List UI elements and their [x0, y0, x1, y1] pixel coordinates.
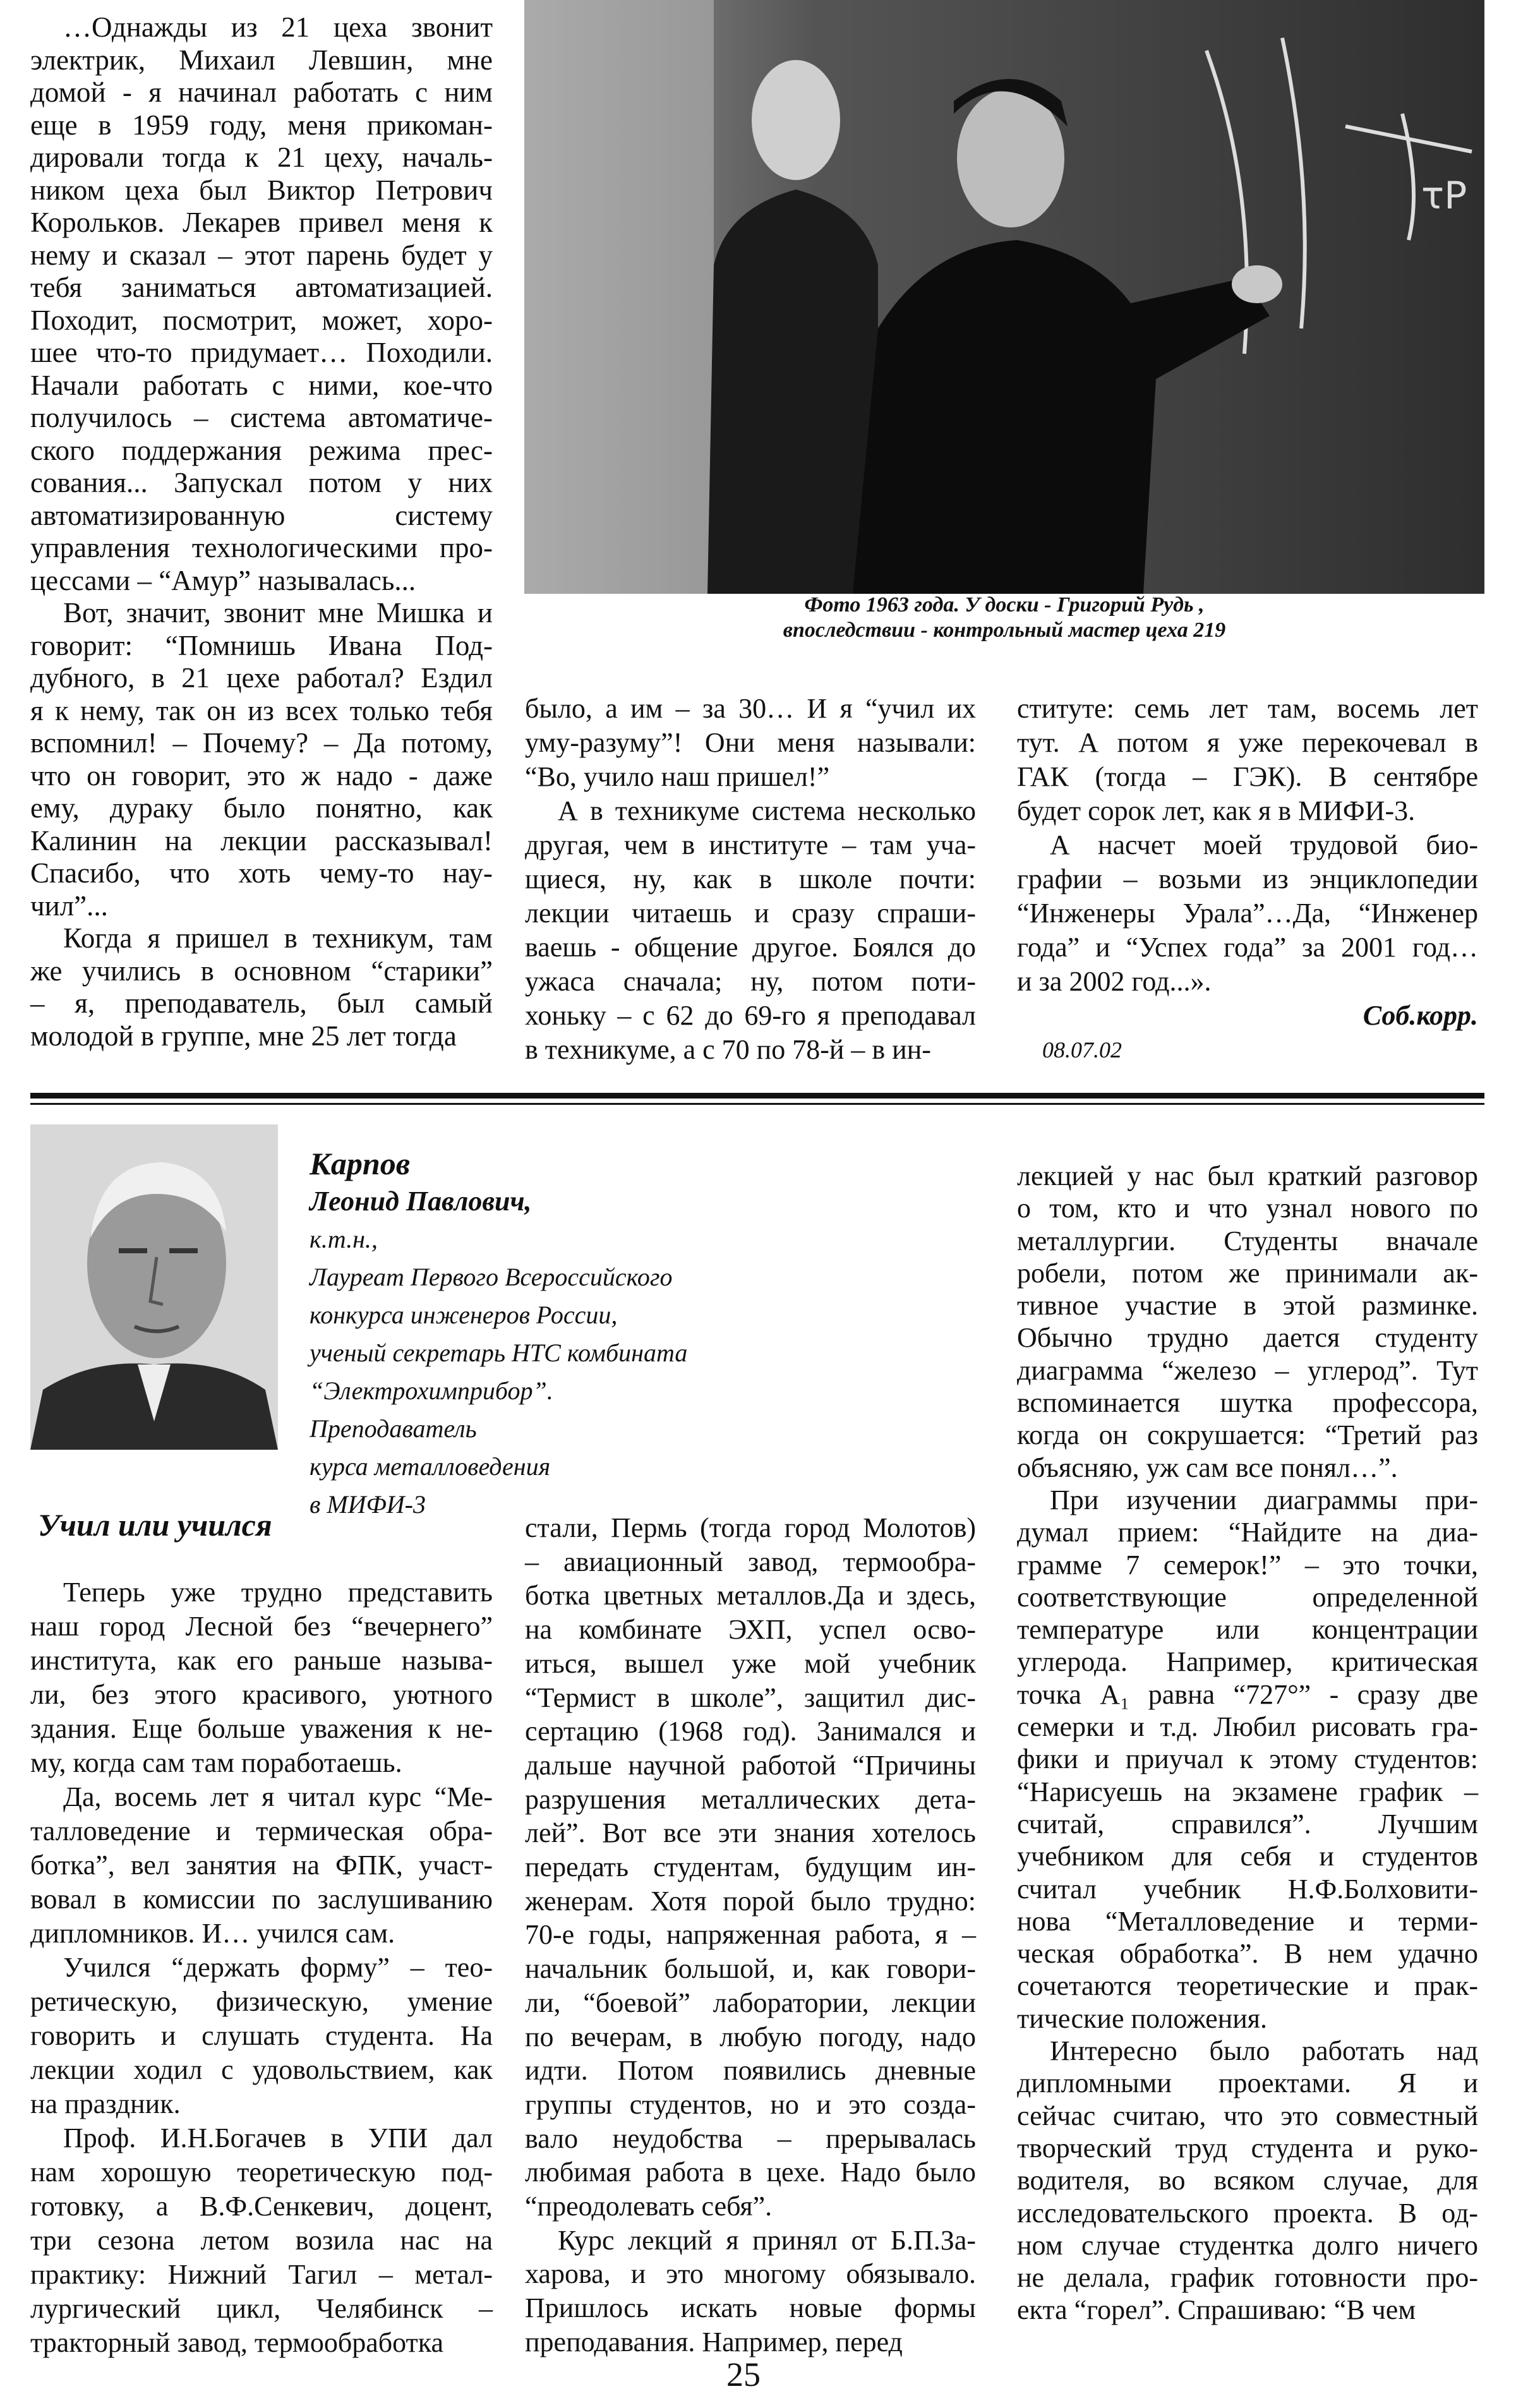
text-line: вспомнил! – Почему? – Да потому, — [30, 727, 493, 759]
text-line: сертацию (1968 год). Занимался и — [525, 1716, 976, 1747]
text-line: ему, дураку было понятно, как — [30, 792, 493, 824]
top-left-column — [30, 11, 493, 1052]
text-line: в техникуме, а с 70 по 78-й – в ин- — [525, 1034, 931, 1065]
text-line: нам хорошую теоретическую под- — [30, 2157, 493, 2188]
text-line: три сезона летом возила нас на — [30, 2225, 493, 2256]
text-line: тебя заниматься автоматизацией. — [30, 272, 493, 303]
text-line: я к нему, так он из всех только тебя — [30, 694, 493, 726]
text-line: другая, чем в институте – там уча- — [525, 829, 976, 860]
text-line: ГАК (тогда – ГЭК). В сентябре — [1017, 761, 1478, 792]
text-line: молодой в группе, мне 25 лет тогда — [30, 1020, 457, 1052]
text-line: Спасибо, что хоть чему-то нау- — [30, 857, 493, 889]
text-line: женерам. Хотя порой было трудно: — [525, 1885, 976, 1917]
text-line: ретическую, физическую, умение — [30, 1986, 493, 2017]
text-line: …Однажды из 21 цеха звонит — [63, 11, 493, 43]
text-line: было, а им – за 30… И я “учил их — [525, 693, 976, 724]
text-line: наш город Лесной без “вечернего” — [30, 1611, 493, 1642]
text-line: не делала, график готовности про- — [1017, 2262, 1478, 2294]
text-line: дипломными проектами. Я и — [1017, 2068, 1478, 2099]
text-line: года” и “Успех года” за 2001 год… — [1017, 932, 1478, 963]
top-right-body — [1017, 692, 1478, 999]
section-divider-thin — [30, 1103, 1484, 1105]
text-line: объясняю, уж сам все понял…”. — [1017, 1452, 1398, 1483]
text-line: вало неудобства – прерывалась — [525, 2122, 976, 2154]
text-line: Начали работать с ними, кое-что — [30, 369, 493, 401]
text-line: ужаса сначала; ну, потом поти- — [525, 966, 976, 997]
text-line: углерода. Например, критическая — [1017, 1646, 1478, 1678]
text-line: лекции ходил с удовольствием, как — [30, 2054, 493, 2085]
text-line: дальше научной работой “Причины — [525, 1749, 976, 1781]
text-line: считай, справился”. Лучшим — [1017, 1808, 1478, 1839]
text-line: ником цеха был Виктор Петрович — [30, 174, 493, 206]
text-line: автоматизированную систему — [30, 499, 493, 531]
text-line: ли, без этого красивого, уютного — [30, 1679, 493, 1710]
article-left-column — [30, 1575, 493, 2360]
photo-caption — [524, 593, 1484, 643]
bio-line: конкурса инженеров России, — [310, 1301, 618, 1329]
text-line: домой - я начинал работать с ним — [30, 76, 493, 108]
text-line: соответствующие определенной — [1017, 1581, 1478, 1613]
date: 08.07.02 — [1042, 1037, 1122, 1063]
bio-line: в МИФИ-3 — [310, 1490, 426, 1519]
text-line: электрик, Михаил Левшин, мне — [30, 44, 493, 76]
author-portrait — [30, 1124, 278, 1450]
text-line: сования... Запускал потом у них — [30, 467, 493, 498]
text-line: вовал в комиссии по заслушиванию — [30, 1884, 493, 1915]
author-surname: Карпов — [310, 1146, 411, 1181]
text-line: “Во, учило наш пришел!” — [525, 761, 830, 792]
text-line: группы студентов, но и это созда- — [525, 2088, 976, 2120]
text-line: Обычно трудно дается студенту — [1017, 1322, 1478, 1354]
text-line: дубного, в 21 цехе работал? Ездил — [30, 662, 493, 694]
article-title: Учил или учился — [38, 1507, 272, 1543]
text-line: Походит, посмотрит, может, хоро- — [30, 304, 493, 336]
text-line: на комбинате ЭХП, успел осво- — [525, 1614, 976, 1646]
author-given-names: Леонид Павлович, — [310, 1186, 532, 1217]
text-line: – я, преподаватель, был самый — [30, 987, 493, 1019]
bio-line: Лауреат Первого Всероссийского — [310, 1263, 673, 1291]
text-line: говорит: “Помнишь Ивана Под- — [30, 629, 493, 661]
text-line: и за 2002 год...». — [1017, 966, 1212, 997]
text-line: преподавания. Например, перед — [525, 2326, 903, 2357]
text-line: еще в 1959 году, меня прикоман- — [30, 109, 493, 141]
text-line: Проф. И.Н.Богачев в УПИ дал — [63, 2122, 493, 2153]
text-line: сочетаются теоретические и прак- — [1017, 1970, 1478, 2002]
text-line: шее что-то придумает… Походили. — [30, 337, 493, 368]
text-line: идти. Потом появились дневные — [525, 2055, 976, 2086]
text-line: тракторный завод, термообработка — [30, 2327, 444, 2358]
text-line: хоньку – с 62 до 69-го я преподавал — [525, 1000, 976, 1031]
bio-line: Преподаватель — [310, 1414, 477, 1443]
text-line: нему и сказал – этот парень будет у — [30, 239, 493, 271]
caption-line: впоследствии - контрольный мастер цеха 219 — [783, 618, 1226, 642]
text-line: передать студентам, будущим ин- — [525, 1851, 976, 1883]
text-line: ботка”, вел занятия на ФПК, участ- — [30, 1850, 493, 1881]
text-line: харова, и это многому обязывало. — [525, 2258, 976, 2290]
text-line: же учились в основном “старики” — [30, 954, 493, 987]
text-line: здания. Еще больше уважения к не- — [30, 1713, 493, 1744]
top-middle-column — [525, 692, 976, 1067]
text-line: когда он сокрушается: “Третий раз — [1017, 1419, 1478, 1451]
bio-line: “Электрохимприбор”. — [310, 1376, 553, 1405]
text-line: получилось – система автоматиче- — [30, 402, 493, 433]
text-line: При изучении диаграммы при- — [1050, 1484, 1478, 1515]
text-line: любимая работа в цехе. Надо было — [525, 2157, 976, 2188]
text-line: Когда я пришел в техникум, там — [63, 922, 493, 954]
text-line: института, как его раньше называ- — [30, 1645, 493, 1676]
text-line: ческая обработка”. В нем удачно — [1017, 1938, 1478, 1970]
text-line: графии – возьми из энциклопедии — [1017, 864, 1478, 894]
text-line: семерки и т.д. Любил рисовать гра- — [1017, 1711, 1478, 1743]
caption-line: Фото 1963 года. У доски - Григорий Рудь , — [804, 593, 1205, 617]
text-line: по вечерам, в любую погоду, надо — [525, 2021, 976, 2052]
text-line: начальник большой, и, как говори- — [525, 1953, 976, 1985]
text-line: лекции читаешь и сразу спраши- — [525, 898, 976, 929]
text-line: Теперь уже трудно представить — [63, 1577, 493, 1608]
article-middle-column — [525, 1511, 976, 2359]
text-line: тут. А потом я уже перекочевал в — [1017, 727, 1478, 758]
text-line: дировали тогда к 21 цеху, началь- — [30, 141, 493, 173]
text-line: дипломников. И… учился сам. — [30, 1918, 395, 1949]
text-line: тические положения. — [1017, 2002, 1268, 2034]
text-line: ституте: семь лет там, восемь лет — [1017, 693, 1478, 724]
text-line: думал прием: “Найдите на диа- — [1017, 1517, 1478, 1548]
text-line: исследовательского проекта. В од- — [1017, 2197, 1478, 2229]
author-bio — [310, 1145, 764, 1524]
text-line: – авиационный завод, термообра- — [525, 1546, 976, 1577]
top-right-column — [1017, 692, 1478, 1067]
text-line: разрушения металлических дета- — [525, 1783, 976, 1815]
text-line: лекцией у нас был краткий разговор — [1017, 1160, 1478, 1191]
text-line: Учился “держать форму” – тео- — [63, 1952, 493, 1983]
text-line: “Инженеры Урала”…Да, “Инженер — [1017, 898, 1478, 929]
text-line: на праздник. — [30, 2088, 181, 2119]
text-line: практику: Нижний Тагил – метал- — [30, 2259, 493, 2290]
text-line: цессами – “Амур” называлась... — [30, 564, 416, 596]
article-right-column — [1017, 1160, 1478, 2327]
text-line: что он говорит, это ж надо - даже — [30, 759, 493, 792]
text-line: считал учебник Н.Ф.Болховити- — [1017, 1873, 1478, 1905]
text-line: Курс лекций я принял от Б.П.За- — [558, 2224, 976, 2256]
text-line: 70-е годы, напряженная работа, я – — [525, 1919, 976, 1951]
text-line: А в техникуме система несколько — [558, 795, 976, 826]
text-line: “Нарисуешь на экзамене график – — [1017, 1776, 1478, 1807]
text-line: готовку, а В.Ф.Сенкевич, доцент, — [30, 2191, 493, 2222]
bio-line: к.т.н., — [310, 1225, 378, 1253]
text-line: Вот, значит, звонит мне Мишка и — [63, 597, 493, 629]
text-line: точка A₁ равна “727°” - сразу две — [1017, 1678, 1478, 1710]
text-line: “Термист в школе”, защитил дис- — [525, 1682, 976, 1713]
bio-line: ученый секретарь НТС комбината — [310, 1339, 688, 1367]
text-line: Корольков. Лекарев привел меня к — [30, 207, 493, 238]
text-line: Калинин на лекции рассказывал! — [30, 824, 493, 857]
text-line: вспоминается шутка профессора, — [1017, 1387, 1478, 1419]
text-line: тивное участие в этой разминке. — [1017, 1290, 1478, 1321]
text-line: фики и приучал к этому студентов: — [1017, 1743, 1478, 1775]
text-line: Интересно было работать над — [1050, 2035, 1478, 2067]
text-line: робели, потом же принимали ак- — [1017, 1257, 1478, 1289]
text-line: Да, восемь лет я читал курс “Ме- — [63, 1781, 493, 1812]
section-divider — [30, 1093, 1484, 1099]
text-line: му, когда сам там поработаешь. — [30, 1747, 402, 1778]
text-line: нова “Металловедение и терми- — [1017, 1905, 1478, 1937]
signature: Соб.корр. — [1363, 1000, 1478, 1031]
text-line: лургический цикл, Челябинск – — [30, 2293, 493, 2324]
text-line: щиеся, ну, как в школе почти: — [525, 864, 976, 894]
text-line: диаграмма “железо – углерод”. Тут — [1017, 1354, 1478, 1386]
text-line: управления технологическими про- — [30, 532, 493, 563]
text-line: ского поддержания режима прес- — [30, 434, 493, 466]
text-line: Пришлось искать новые формы — [525, 2292, 976, 2324]
text-line: грамме 7 семерок!” – это точки, — [1017, 1549, 1478, 1580]
bio-line: курса металловедения — [310, 1452, 551, 1481]
text-line: екта “горел”. Спрашиваю: “В чем — [1017, 2294, 1416, 2326]
text-line: лей”. Вот все эти знания хотелось — [525, 1817, 976, 1849]
text-line: говорить и слушать студента. На — [30, 2020, 493, 2051]
text-line: ли, “боевой” лаборатории, лекции — [525, 1987, 976, 2018]
page-number: 25 — [726, 2356, 761, 2393]
text-line: ном случае студентка долго ничего — [1017, 2229, 1478, 2261]
text-line: уму-разуму”! Они меня называли: — [525, 727, 976, 758]
text-line: водителя, во всяком случае, для — [1017, 2165, 1478, 2196]
text-line: А насчет моей трудовой био- — [1050, 829, 1478, 860]
text-line: творческий труд студента и руко- — [1017, 2132, 1478, 2164]
text-line: о том, кто и что узнал нового по — [1017, 1193, 1478, 1224]
text-line: ваешь - общение другое. Боялся до — [525, 932, 976, 963]
text-line: талловедение и термическая обра- — [30, 1815, 493, 1846]
svg-text:τP: τP — [1421, 174, 1467, 218]
text-line: будет сорок лет, как я в МИФИ-3. — [1017, 795, 1416, 826]
text-line: иться, вышел уже мой учебник — [525, 1647, 976, 1679]
text-line: “преодолевать себя”. — [525, 2191, 773, 2222]
text-line: сейчас считаю, что это совместный — [1017, 2100, 1478, 2131]
text-line: ботка цветных металлов.Да и здесь, — [525, 1580, 976, 1611]
text-line: стали, Пермь (тогда город Молотов) — [525, 1512, 976, 1543]
text-line: температуре или концентрации — [1017, 1614, 1478, 1646]
text-line: учебником для себя и студентов — [1017, 1841, 1478, 1872]
blackboard-photo — [524, 0, 1484, 594]
text-line: чил”... — [30, 889, 108, 922]
text-line: металлургии. Студенты вначале — [1017, 1225, 1478, 1256]
